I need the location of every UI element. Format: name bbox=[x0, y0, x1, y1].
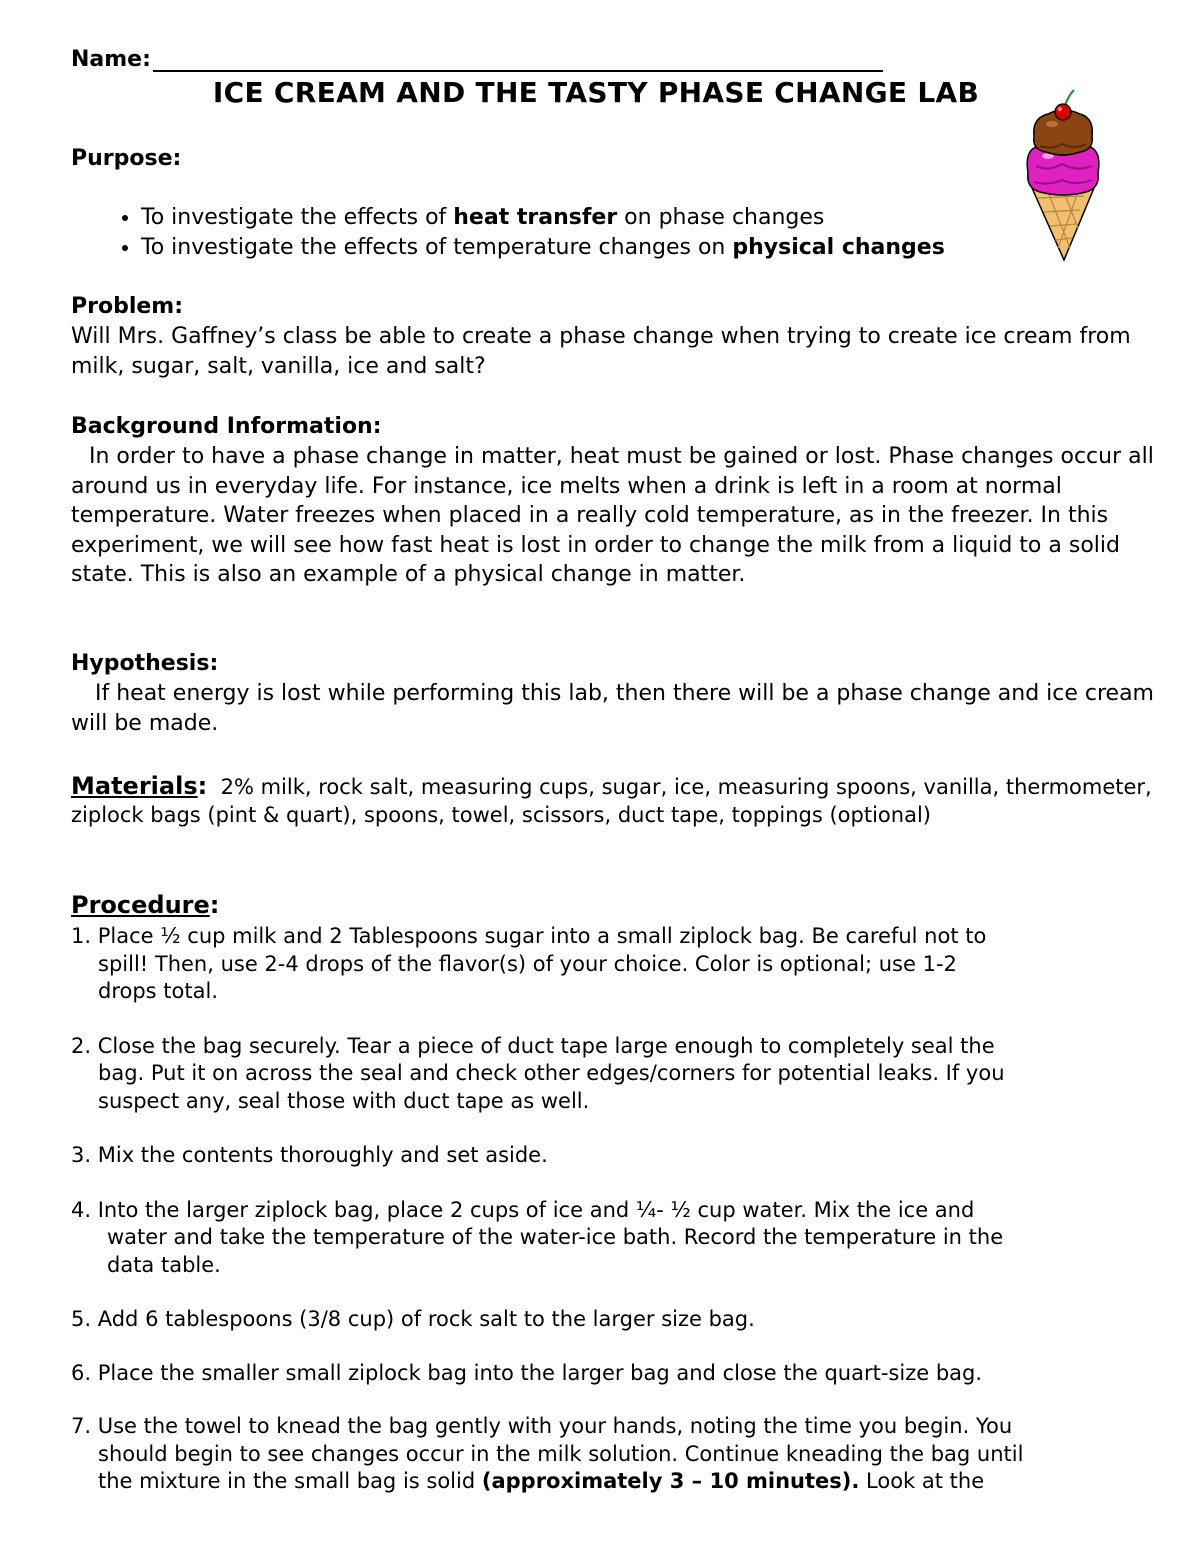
procedure-step: 1. Place ½ cup milk and 2 Tablespoons sugar into a small ziplock bag. Be careful not to spill! Then, use 2-4 drops of the flavor(s) of your choice. Color is optional; use 1-2 drops total. bbox=[71, 924, 987, 1003]
procedure-step: 2. Close the bag securely. Tear a piece of duct tape large enough to completely seal the bag. Put it on across the seal and check other edges/corners for potential leaks. If you suspect any, seal those with duct tape as well. bbox=[71, 1033, 1005, 1113]
hypothesis-text: If heat energy is lost while performing this lab, then there will be a phase change and ice cream will be made. bbox=[71, 681, 1154, 736]
purpose-item: • To investigate the effects of heat transfer on phase changes bbox=[141, 203, 1166, 233]
name-blank-line[interactable] bbox=[153, 50, 883, 72]
procedure-step: 7. Use the towel to knead the bag gently with your hands, noting the time you begin. You should begin to see changes occur in the milk solution. Continue kneading the bag until the mixture in the small bag is solid (approximately 3 – 10 minutes). Look at the bbox=[71, 1414, 1024, 1493]
purpose-section bbox=[71, 144, 1166, 263]
procedure-step: 5. Add 6 tablespoons (3/8 cup) of rock salt to the larger size bag. bbox=[71, 1307, 755, 1331]
materials-heading: Materials bbox=[71, 772, 198, 800]
name-field[interactable] bbox=[71, 44, 1166, 72]
worksheet-page bbox=[71, 44, 1166, 1493]
procedure-step: 3. Mix the contents thoroughly and set aside. bbox=[71, 1143, 548, 1167]
purpose-heading: Purpose: bbox=[71, 146, 182, 171]
purpose-list bbox=[71, 203, 1166, 263]
problem-heading: Problem: bbox=[71, 294, 184, 319]
background-heading: Background Information: bbox=[71, 414, 382, 439]
materials-text-block: Materials: 2% milk, rock salt, measuring cups, sugar, ice, measuring spoons, vanilla, thermometer, ziplock bags (pint & quart), spoons, towel, scissors, duct tape, toppings (optional) bbox=[71, 772, 1152, 827]
problem-section bbox=[71, 292, 1166, 381]
page-title: ICE CREAM AND THE TASTY PHASE CHANGE LAB bbox=[212, 76, 980, 109]
procedure-step: 4. Into the larger ziplock bag, place 2 cups of ice and ¼- ½ cup water. Mix the ice and water and take the temperature of the water-ice bath. Record the temperature in the data table. bbox=[71, 1197, 1004, 1277]
background-text: In order to have a phase change in matter, heat must be gained or lost. Phase changes occur all around us in everyday life. For instance, ice melts when a drink is left in a room at normal temperature. Water freezes when placed in a really cold temperature, as in the freezer. In this experiment, we will see how fast heat is lost in order to change the milk from a liquid to a solid state. This is also an example of a physical change in matter. bbox=[71, 444, 1154, 587]
name-label: Name: bbox=[71, 47, 151, 72]
hypothesis-heading: Hypothesis: bbox=[71, 651, 219, 676]
procedure-section: Procedure: 1. Place ½ cup milk and 2 Tablespoons sugar into a small ziplock bag. Be careful not to spill! Then, use 2-4 drops of the flavor(s) of your choice. Color is optional; use 1-2 drops total. 2. Close the bag securely. Tear a piece of duct tape large enough to completely seal the bag. Put it on across the seal and check other edges/corners for potential leaks. If you suspect any, seal those with duct tape as well. 3. Mix the contents thoroughly and set aside. 4. Into the larger ziplock bag, place 2 cups of ice and ¼- ½ cup water. Mix the ice and water and take the temperature of the water-ice bath. Record the temperature in the data table. 5. Add 6 tablespoons (3/8 cup) of rock salt to the larger size bag. 6. Place the smaller small ziplock bag into the larger bag and close the quart-size bag. 7. Use the towel to knead the bag gently with your hands, noting the time you begin. You should begin to see changes occur in the milk solution. Continue kneading the bag until the mixture in the small bag is solid (approximately 3 – 10 minutes). Look at the bbox=[71, 890, 1166, 1496]
hypothesis-section bbox=[71, 649, 1166, 738]
procedure-heading: Procedure bbox=[71, 891, 210, 919]
procedure-step: 6. Place the smaller small ziplock bag into the larger bag and close the quart-size bag. bbox=[71, 1360, 983, 1385]
materials-list: 2% milk, rock salt, measuring cups, sugar, ice, measuring spoons, vanilla, thermometer, ziplock bags (pint & quart), spoons, towel, scissors, duct tape, toppings (optional) bbox=[71, 775, 1152, 827]
ice-cream-cone-icon bbox=[1018, 88, 1108, 263]
problem-text: Will Mrs. Gaffney’s class be able to create a phase change when trying to create ice cream from milk, sugar, salt, vanilla, ice and salt? bbox=[71, 324, 1131, 379]
background-section bbox=[71, 412, 1166, 590]
purpose-item: • To investigate the effects of temperature changes on physical changes bbox=[141, 233, 1166, 263]
materials-section bbox=[71, 772, 1166, 829]
